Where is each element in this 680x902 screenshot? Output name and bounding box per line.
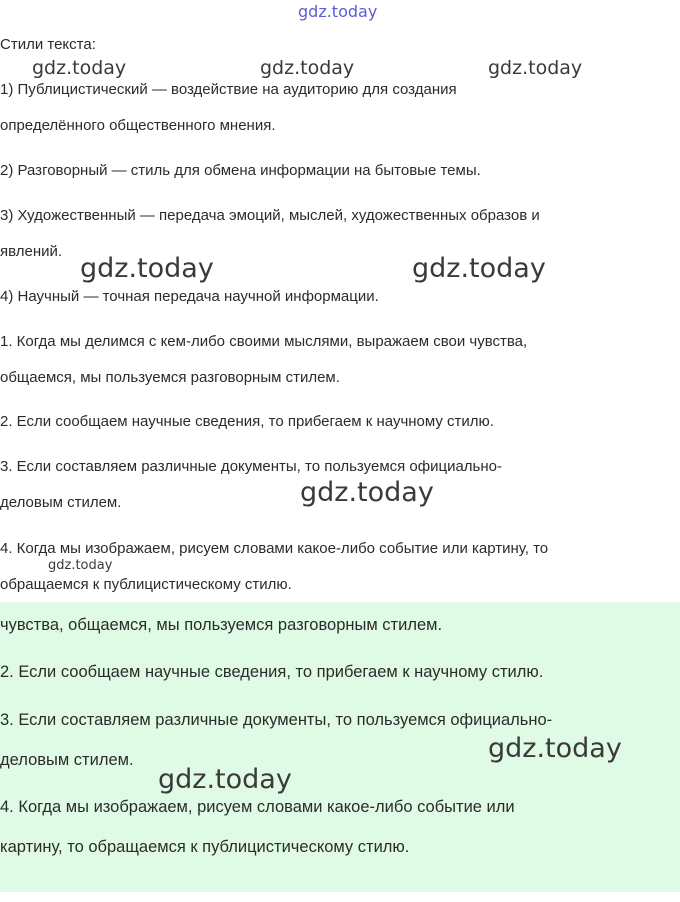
highlighted-line: чувства, общаемся, мы пользуемся разговорным стилем. xyxy=(0,616,443,634)
answer-line: обращаемся к публицистическому стилю. xyxy=(0,576,292,593)
answer-line: общаемся, мы пользуемся разговорным стилем. xyxy=(0,369,340,386)
highlighted-line: деловым стилем. xyxy=(0,751,134,769)
watermark: gdz.today xyxy=(488,57,583,79)
answer-line: деловым стилем. xyxy=(0,494,122,511)
style-line: 1) Публицистический — воздействие на аудиторию для создания xyxy=(0,81,457,98)
highlighted-line: 4. Когда мы изображаем, рисуем словами какое-либо событие или xyxy=(0,798,515,816)
heading: Стили текста: xyxy=(0,36,96,53)
style-line: 4) Научный — точная передача научной информации. xyxy=(0,288,379,305)
watermark: gdz.today xyxy=(298,2,378,21)
answer-line: 2. Если сообщаем научные сведения, то прибегаем к научному стилю. xyxy=(0,413,494,430)
answer-line: 1. Когда мы делимся с кем-либо своими мыслями, выражаем свои чувства, xyxy=(0,333,528,350)
style-line: явлений. xyxy=(0,243,63,260)
watermark: gdz.today xyxy=(300,477,434,508)
answer-line: 3. Если составляем различные документы, то пользуемся официально- xyxy=(0,458,502,475)
answer-line: 4. Когда мы изображаем, рисуем словами какое-либо событие или картину, то xyxy=(0,540,549,557)
highlighted-line: 3. Если составляем различные документы, то пользуемся официально- xyxy=(0,711,553,729)
watermark: gdz.today xyxy=(80,253,214,284)
highlighted-line: 2. Если сообщаем научные сведения, то прибегаем к научному стилю. xyxy=(0,663,544,681)
watermark: gdz.today xyxy=(412,253,546,284)
highlighted-line: картину, то обращаемся к публицистическому стилю. xyxy=(0,838,410,856)
watermark: gdz.today xyxy=(488,733,622,764)
watermark: gdz.today xyxy=(158,764,292,795)
watermark: gdz.today xyxy=(32,57,127,79)
style-line: 3) Художественный — передача эмоций, мыслей, художественных образов и xyxy=(0,207,540,224)
style-line: определённого общественного мнения. xyxy=(0,117,276,134)
watermark: gdz.today xyxy=(48,558,113,573)
style-line: 2) Разговорный — стиль для обмена информации на бытовые темы. xyxy=(0,162,481,179)
watermark: gdz.today xyxy=(260,57,355,79)
